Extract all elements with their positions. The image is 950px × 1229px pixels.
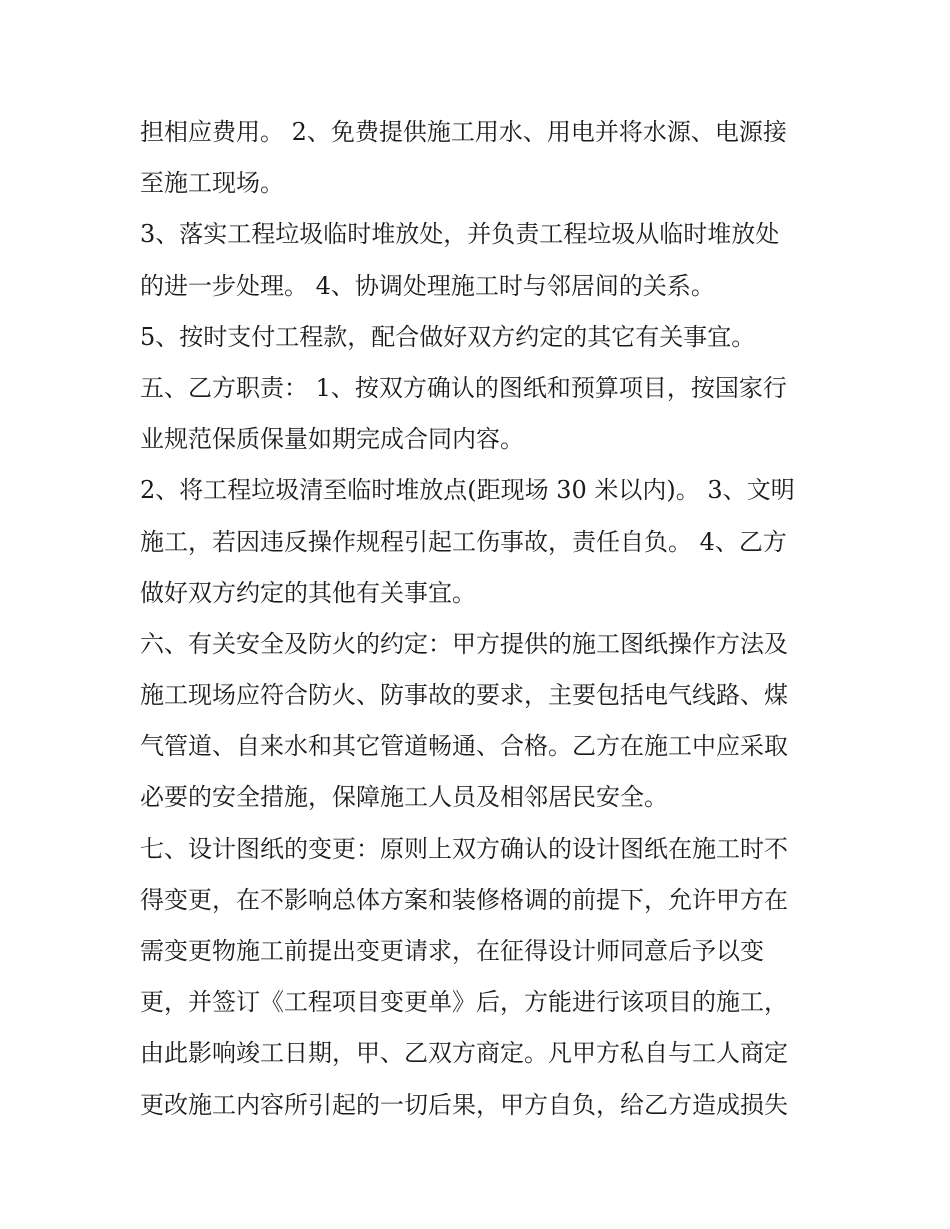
contract-body-text bbox=[140, 107, 830, 1131]
text-line: 更改施工内容所引起的一切后果，甲方自负，给乙方造成损失 bbox=[140, 1090, 788, 1119]
text-line: 需变更物施工前提出变更请求，在征得设计师同意后予以变 bbox=[140, 937, 764, 965]
text-line: 施工现场应符合防火、防事故的要求，主要包括电气线路、煤 bbox=[140, 681, 788, 710]
text-line: 气管道、自来水和其它管道畅通、合格。乙方在施工中应采取 bbox=[140, 732, 788, 761]
text-line: 3、落实工程垃圾临时堆放处，并负责工程垃圾从临时堆放处 bbox=[140, 220, 780, 249]
text-line: 至施工现场。 bbox=[140, 169, 284, 198]
text-line: 五、乙方职责： 1、按双方确认的图纸和预算项目，按国家行 bbox=[140, 373, 787, 402]
text-line: 更，并签订《工程项目变更单》后，方能进行该项目的施工， bbox=[140, 988, 788, 1017]
text-line: 业规范保质保量如期完成合同内容。 bbox=[140, 425, 524, 454]
text-line: 2、将工程垃圾清至临时堆放点(距现场 30 米以内)。 3、文明 bbox=[140, 476, 795, 505]
text-line: 得变更，在不影响总体方案和装修格调的前提下，允许甲方在 bbox=[140, 885, 788, 914]
text-line: 六、有关安全及防火的约定：甲方提供的施工图纸操作方法及 bbox=[140, 629, 788, 658]
text-line: 必要的安全措施，保障施工人员及相邻居民安全。 bbox=[140, 783, 668, 812]
text-line: 施工，若因违反操作规程引起工伤事故，责任自负。 4、乙方 bbox=[140, 527, 787, 556]
text-line: 做好双方约定的其他有关事宜。 bbox=[140, 578, 476, 607]
text-line: 5、按时支付工程款，配合做好双方约定的其它有关事宜。 bbox=[140, 322, 756, 351]
text-line: 七、设计图纸的变更：原则上双方确认的设计图纸在施工时不 bbox=[140, 834, 788, 863]
text-line: 担相应费用。 2、免费提供施工用水、用电并将水源、电源接 bbox=[140, 118, 787, 146]
text-line: 的进一步处理。 4、协调处理施工时与邻居间的关系。 bbox=[140, 271, 715, 300]
text-line: 由此影响竣工日期，甲、乙双方商定。凡甲方私自与工人商定 bbox=[140, 1039, 788, 1068]
